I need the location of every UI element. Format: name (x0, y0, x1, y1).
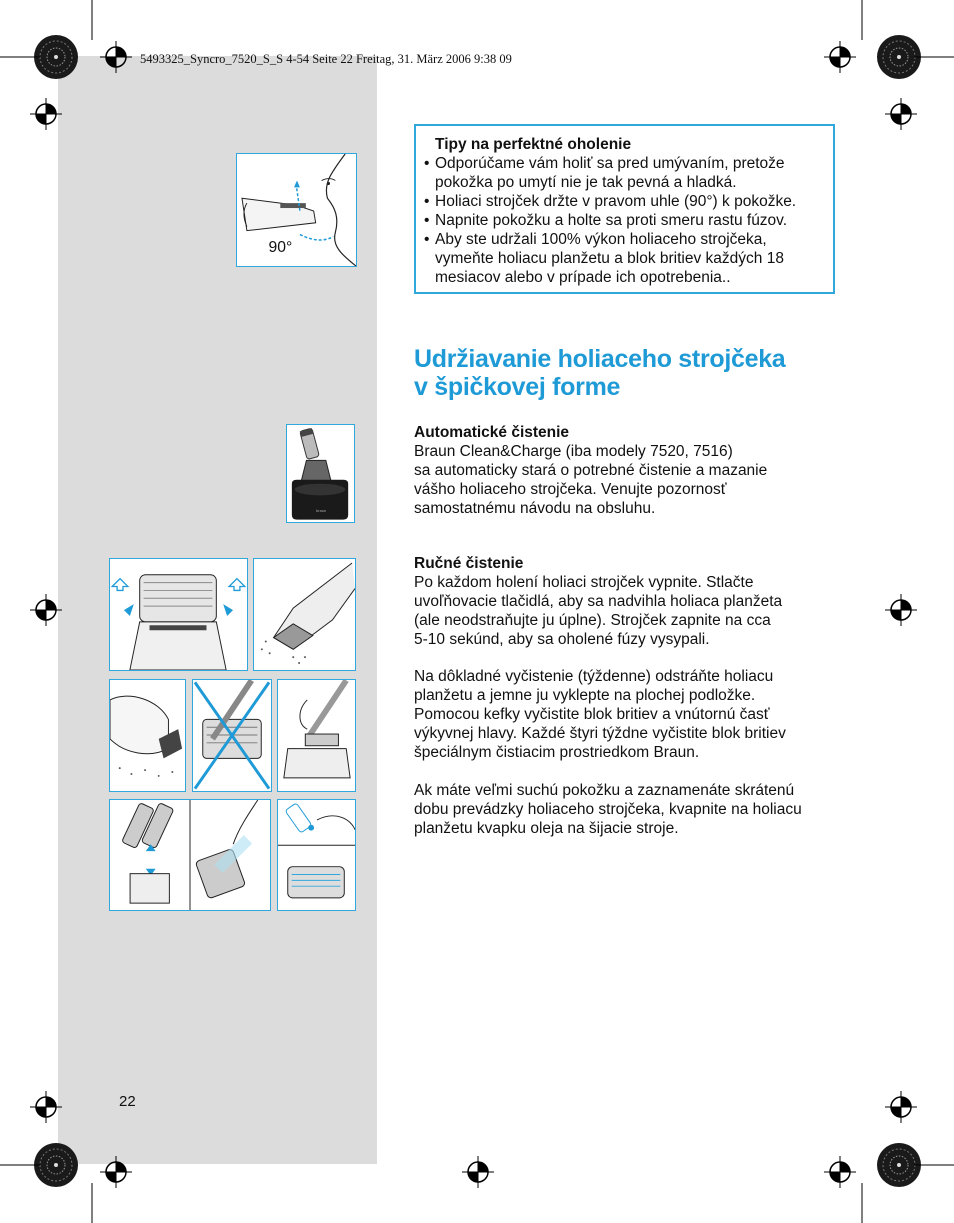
text-line: planžetu a jemne ju vyklepte na plochej podložke. (414, 687, 756, 704)
manual-cleaning-paragraph-2 (414, 667, 786, 762)
tip-item: • Napnite pokožku a holte sa proti smeru rastu fúzov. (424, 211, 823, 230)
section-title: Udržiavanie holiaceho strojčeka v špičkovej forme (414, 345, 786, 401)
tips-box (414, 124, 835, 294)
text-line: dobu prevádzky holiaceho strojčeka, kvapnite na holiacu (414, 801, 802, 818)
tip-item: • Holiaci strojček držte v pravom uhle (90°) k pokožke. (424, 192, 823, 211)
tip-item: • Odporúčame vám holiť sa pred umývaním, pretože pokožka po umytí nie je tak pevná a hladká. (424, 154, 823, 192)
remove-foil-cutter-figure (109, 799, 271, 911)
print-header: 5493325_Syncro_7520_S_S 4-54 Seite 22 Freitag, 31. März 2006 9:38 09 (140, 52, 512, 66)
text-line: špeciálnym čistiacim prostriedkom Braun. (414, 744, 700, 761)
shaving-angle-figure (236, 153, 357, 267)
text-line: vášho holiaceho strojčeka. Venujte pozornosť (414, 481, 727, 498)
auto-cleaning-heading: Automatické čistenie (414, 424, 570, 441)
page-number: 22 (119, 1093, 136, 1110)
angle-label: 90° (268, 239, 293, 257)
text-line: (ale neodstraňujte ju úplne). Strojček zapnite na cca (414, 612, 771, 629)
brush-cutter-figure (277, 679, 356, 792)
svg-text:braun: braun (316, 507, 327, 513)
text-line: výkyvnej hlavy. Každé štyri týždne vyčistite blok britiev (414, 725, 786, 742)
text-line: planžetu kvapku oleja na šijacie stroje. (414, 820, 679, 837)
text-line: samostatnému návodu na obsluhu. (414, 500, 656, 517)
text-line: Pomocou kefky vyčistite blok britiev a vnútornú časť (414, 706, 770, 723)
text-line: Po každom holení holiaci strojček vypnite. Stlačte (414, 574, 754, 591)
oil-foil-figure (277, 799, 356, 911)
rinse-shaver-figure (253, 558, 356, 671)
text-line: uvoľňovacie tlačidlá, aby sa nadvihla holiaca planžeta (414, 593, 783, 610)
manual-cleaning-paragraph-3 (414, 781, 802, 838)
tap-foil-figure (109, 679, 186, 792)
tips-list (424, 154, 823, 287)
text-line: 5-10 sekúnd, aby sa oholené fúzy vysypali. (414, 631, 710, 648)
do-not-brush-foil-figure (192, 679, 272, 792)
text-line: sa automaticky stará o potrebné čistenie a mazanie (414, 462, 768, 479)
text-line: Na dôkladné vyčistenie (týždenne) odstráňte holiacu (414, 668, 774, 685)
clean-charge-station-figure (286, 424, 355, 523)
auto-cleaning-section (414, 423, 767, 518)
manual-cleaning-heading: Ručné čistenie (414, 555, 524, 572)
tips-title: Tipy na perfektné oholenie (435, 136, 632, 153)
text-line: Ak máte veľmi suchú pokožku a zaznamenáte skrátenú (414, 782, 795, 799)
manual-cleaning-section (414, 554, 782, 649)
tip-item: • Aby ste udržali 100% výkon holiaceho strojčeka, vymeňte holiacu planžetu a blok britiev každých 18 mesiacov alebo v prípade ich opotrebenia.. (424, 230, 823, 287)
text-line: Braun Clean&Charge (iba modely 7520, 7516) (414, 443, 733, 460)
release-foil-figure (109, 558, 248, 671)
